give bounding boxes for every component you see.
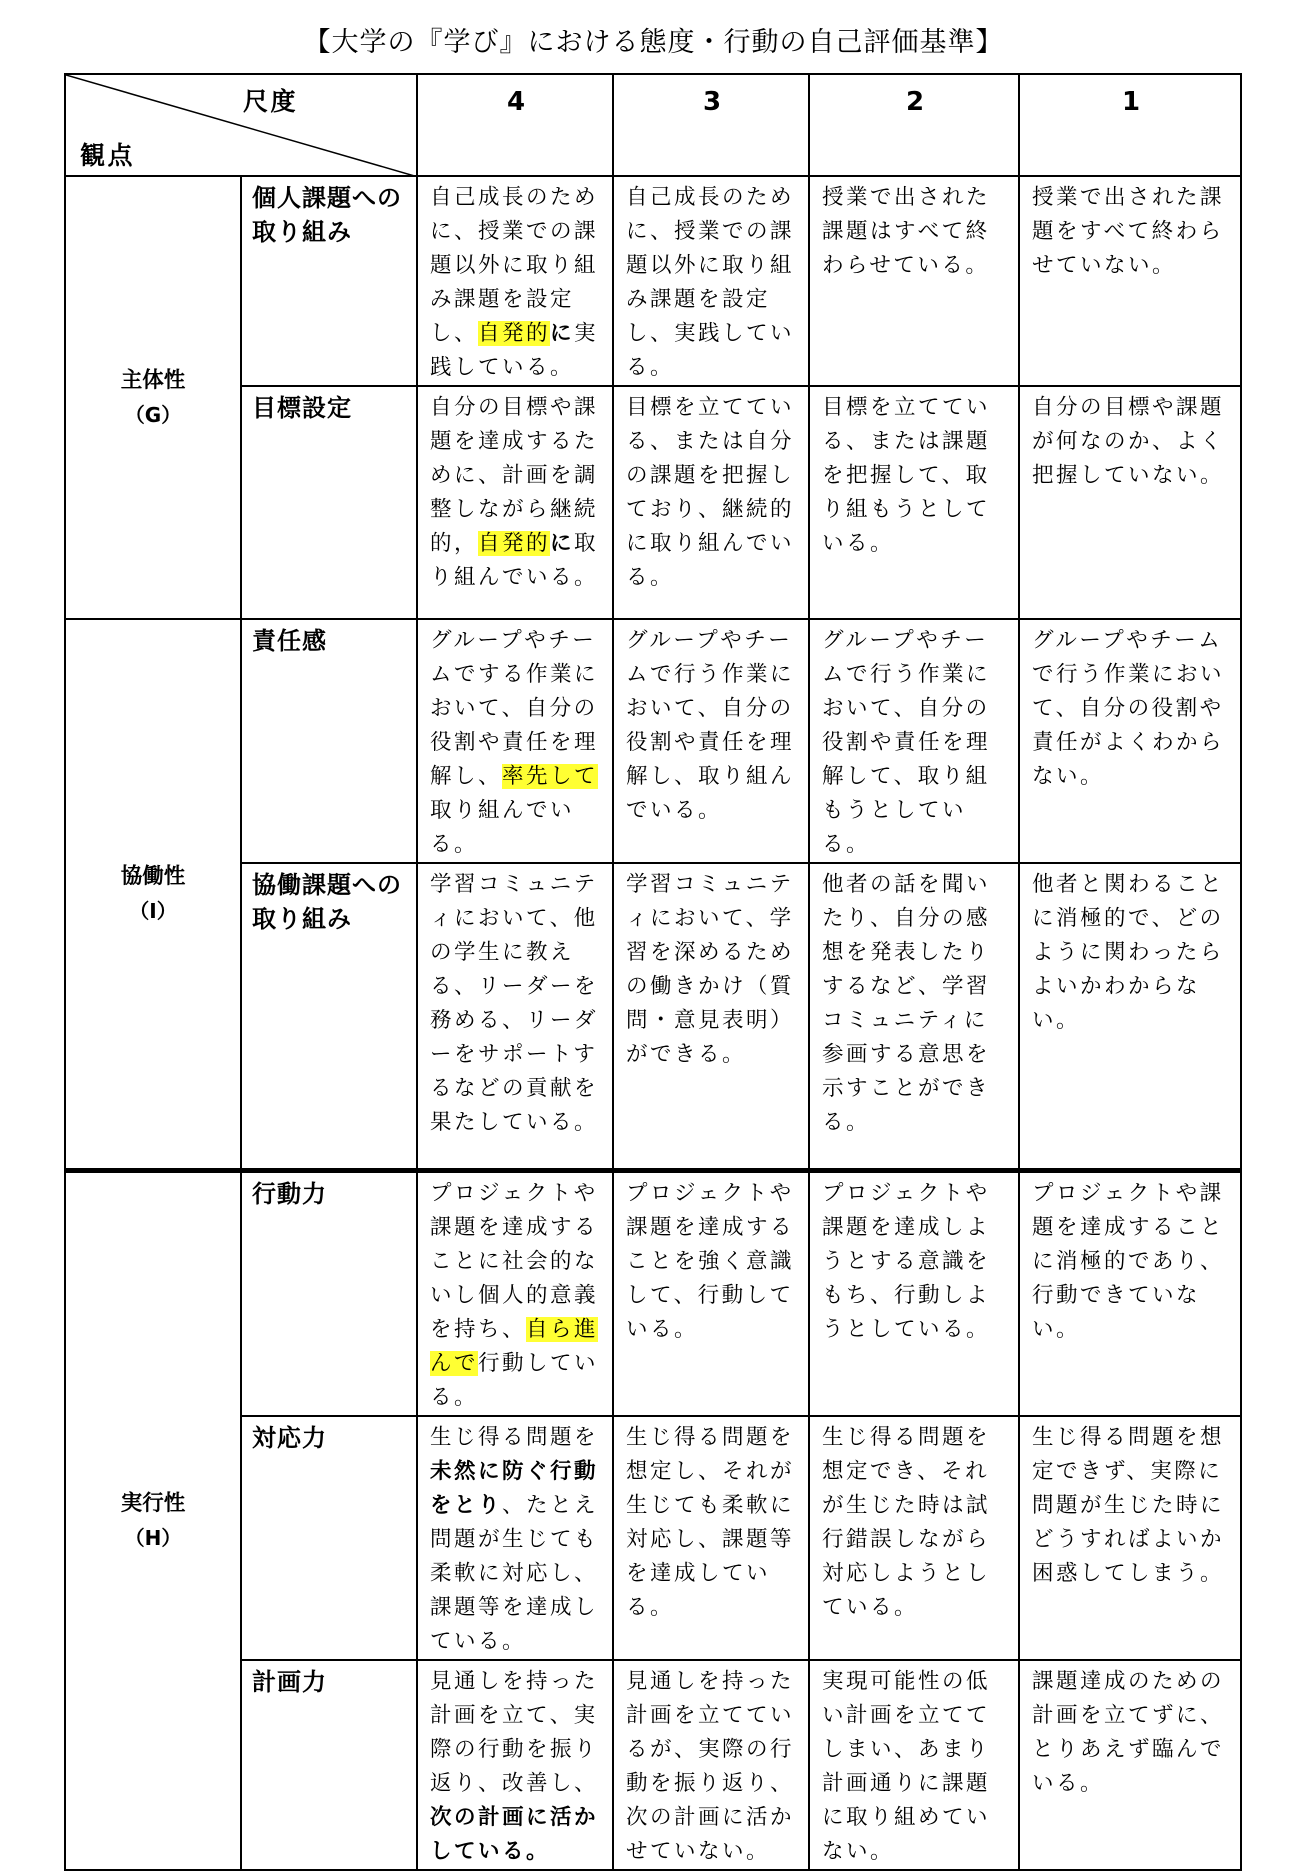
bold-text: 未然に防ぐ行動をとり bbox=[430, 1458, 599, 1518]
item-label: 目標設定 bbox=[241, 386, 417, 619]
criteria-text: 実現可能性の低い計画を立ててしまい、あまり計画通りに課題に取り組めていない。 bbox=[822, 1668, 991, 1864]
criteria-text: 見通しを持った計画を立て、実際の行動を振り返り、改善し、 bbox=[430, 1668, 599, 1796]
category-code: （I） bbox=[129, 898, 177, 923]
criteria-cell bbox=[809, 386, 1019, 619]
header-row bbox=[65, 74, 1241, 176]
rubric-row bbox=[65, 1416, 1241, 1660]
criteria-cell bbox=[1019, 386, 1241, 619]
item-label: 協働課題への取り組み bbox=[241, 863, 417, 1170]
rubric-row bbox=[65, 1170, 1241, 1416]
criteria-text: 課題達成のための計画を立てずに、とりあえず臨んでいる。 bbox=[1032, 1668, 1225, 1796]
highlighted-text: 自ら進んで bbox=[430, 1316, 599, 1376]
viewpoint-label: 観点 bbox=[80, 141, 136, 170]
category-cell bbox=[65, 619, 241, 1170]
criteria-text: プロジェクトや課題を達成することに消極的であり、行動できていない。 bbox=[1032, 1180, 1225, 1342]
criteria-cell bbox=[417, 176, 613, 386]
criteria-text: 他者と関わることに消極的で、どのように関わったらよいかわからない。 bbox=[1032, 872, 1225, 1033]
criteria-text: 学習コミュニティにおいて、学習を深めるための働きかけ（質問・意見表明）ができる。 bbox=[626, 872, 795, 1067]
rubric-table bbox=[64, 73, 1242, 1871]
level-header: 1 bbox=[1019, 74, 1241, 176]
criteria-text: グループやチームで行う作業において、自分の役割や責任がよくわからない。 bbox=[1032, 628, 1225, 789]
criteria-cell bbox=[417, 386, 613, 619]
criteria-cell bbox=[809, 863, 1019, 1170]
corner-header bbox=[65, 74, 417, 176]
criteria-cell bbox=[417, 863, 613, 1170]
criteria-cell bbox=[613, 1170, 809, 1416]
criteria-text: 生じ得る問題を bbox=[430, 1424, 599, 1450]
category-name: 主体性 bbox=[120, 367, 186, 393]
criteria-text: 自分の目標や課題が何なのか、よく把握していない。 bbox=[1032, 395, 1225, 488]
criteria-cell bbox=[809, 619, 1019, 863]
criteria-text: プロジェクトや課題を達成することに社会的ないし個人的意義を持ち、 bbox=[430, 1180, 599, 1342]
criteria-text: 、たとえ問題が生じても柔軟に対応し、課題等を達成している。 bbox=[430, 1492, 599, 1654]
item-label: 行動力 bbox=[241, 1170, 417, 1416]
criteria-cell bbox=[1019, 1170, 1241, 1416]
criteria-cell bbox=[809, 176, 1019, 386]
criteria-cell bbox=[1019, 1660, 1241, 1870]
criteria-text: 見通しを持った計画を立てているが、実際の行動を振り返り、次の計画に活かせていない。 bbox=[626, 1668, 795, 1864]
category-name: 協働性 bbox=[120, 863, 186, 889]
rubric-row bbox=[65, 386, 1241, 619]
bold-text: に bbox=[550, 531, 575, 556]
scale-label: 尺度 bbox=[242, 87, 298, 116]
criteria-text: 生じ得る問題を想定し、それが生じても柔軟に対応し、課題等を達成している。 bbox=[626, 1424, 795, 1620]
rubric-row bbox=[65, 1660, 1241, 1870]
criteria-text: 行動している。 bbox=[430, 1350, 599, 1410]
criteria-text: 取り組んでいる。 bbox=[430, 531, 599, 590]
criteria-cell bbox=[417, 1170, 613, 1416]
criteria-text: 授業で出された課題をすべて終わらせていない。 bbox=[1032, 185, 1225, 278]
bold-text: 次の計画に活かしている。 bbox=[430, 1804, 599, 1864]
rubric-row bbox=[65, 863, 1241, 1170]
criteria-cell bbox=[809, 1660, 1019, 1870]
item-label: 対応力 bbox=[241, 1416, 417, 1660]
category-name: 実行性 bbox=[120, 1490, 186, 1516]
criteria-text: 自己成長のために、授業での課題以外に取り組み課題を設定し、 bbox=[430, 185, 599, 346]
criteria-cell bbox=[809, 1416, 1019, 1660]
highlighted-text: 自発的 bbox=[478, 531, 551, 556]
criteria-cell bbox=[809, 1170, 1019, 1416]
category-cell bbox=[65, 1170, 241, 1870]
category-code: （H） bbox=[124, 1525, 182, 1550]
criteria-text: グループやチームでする作業において、自分の役割や責任を理解し、 bbox=[430, 628, 599, 789]
criteria-cell bbox=[417, 619, 613, 863]
criteria-text: 生じ得る問題を想定でき、それが生じた時は試行錯誤しながら対応しようとしている。 bbox=[822, 1424, 991, 1620]
criteria-text: グループやチームで行う作業において、自分の役割や責任を理解して、取り組もうとしている。 bbox=[822, 628, 991, 857]
criteria-text: 学習コミュニティにおいて、他の学生に教える、リーダーを務める、リーダーをサポートするなどの貢献を果たしている。 bbox=[430, 872, 599, 1135]
criteria-cell bbox=[1019, 176, 1241, 386]
criteria-cell bbox=[613, 863, 809, 1170]
level-header: 2 bbox=[809, 74, 1019, 176]
highlighted-text: 率先して bbox=[502, 764, 599, 789]
criteria-cell bbox=[613, 386, 809, 619]
criteria-text: プロジェクトや課題を達成しようとする意識をもち、行動しようとしている。 bbox=[822, 1180, 991, 1342]
criteria-cell bbox=[613, 176, 809, 386]
criteria-text: 自分の目標や課題を達成するために、計画を調整しながら継続的， bbox=[430, 395, 599, 556]
criteria-cell bbox=[613, 619, 809, 863]
rubric-row bbox=[65, 176, 1241, 386]
criteria-cell bbox=[1019, 863, 1241, 1170]
criteria-cell bbox=[1019, 619, 1241, 863]
criteria-cell bbox=[1019, 1416, 1241, 1660]
criteria-text: 目標を立てている、または課題を把握して、取り組もうとしている。 bbox=[822, 395, 991, 556]
criteria-cell bbox=[417, 1416, 613, 1660]
criteria-text: 目標を立てている、または自分の課題を把握しており、継続的に取り組んでいる。 bbox=[626, 395, 795, 590]
highlighted-text: 自発的 bbox=[478, 321, 551, 346]
criteria-cell bbox=[417, 1660, 613, 1870]
criteria-text: 実践している。 bbox=[430, 321, 599, 380]
criteria-text: プロジェクトや課題を達成することを強く意識して、行動している。 bbox=[626, 1180, 795, 1342]
level-header: 3 bbox=[613, 74, 809, 176]
level-header: 4 bbox=[417, 74, 613, 176]
rubric-row bbox=[65, 619, 1241, 863]
category-code: （G） bbox=[124, 402, 182, 427]
criteria-text: 取り組んでいる。 bbox=[430, 798, 575, 857]
criteria-cell bbox=[613, 1660, 809, 1870]
bold-text: に bbox=[550, 321, 575, 346]
criteria-text: 他者の話を聞いたり、自分の感想を発表したりするなど、学習コミュニティに参画する意思を示すことができる。 bbox=[822, 872, 991, 1135]
item-label: 個人課題への取り組み bbox=[241, 176, 417, 386]
criteria-text: 生じ得る問題を想定できず、実際に問題が生じた時にどうすればよいか困惑してしまう。 bbox=[1032, 1424, 1225, 1586]
category-cell bbox=[65, 176, 241, 619]
item-label: 責任感 bbox=[241, 619, 417, 863]
item-label: 計画力 bbox=[241, 1660, 417, 1870]
page-title: 【大学の『学び』における態度・行動の自己評価基準】 bbox=[303, 27, 1004, 58]
criteria-cell bbox=[613, 1416, 809, 1660]
criteria-text: グループやチームで行う作業において、自分の役割や責任を理解し、取り組んでいる。 bbox=[626, 628, 795, 823]
criteria-text: 授業で出された課題はすべて終わらせている。 bbox=[822, 185, 991, 278]
criteria-text: 自己成長のために、授業での課題以外に取り組み課題を設定し、実践している。 bbox=[626, 185, 795, 380]
